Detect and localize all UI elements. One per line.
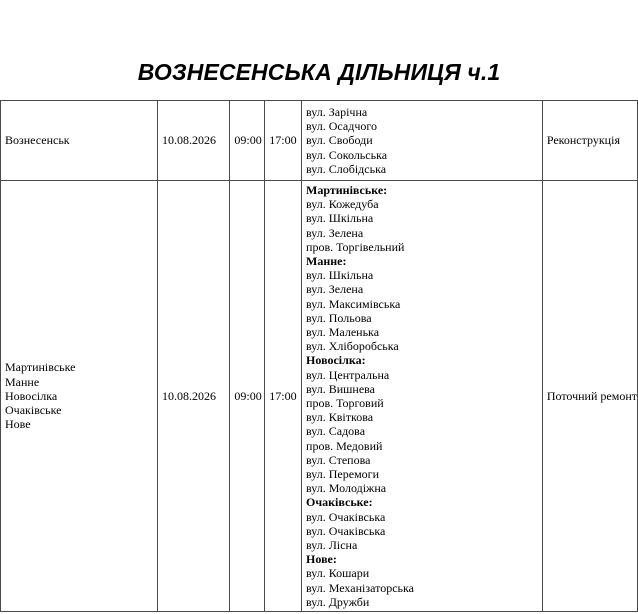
street-name: вул. Молодіжна [306,481,387,496]
work-type-cell: Поточний ремонт [542,181,637,612]
street-name: вул. Кошари [306,566,370,581]
street-name: вул. Шкільна [306,211,374,226]
street-name: вул. Свободи [306,133,373,148]
streets-cell [302,181,543,612]
locality-cell [1,101,158,181]
street-name: вул. Механізаторська [306,580,414,595]
street-name: вул. Сокольська [306,147,388,162]
settlement-heading: Очаківське: [306,495,373,510]
street-name: вул. Вишнева [306,381,375,396]
street-name: пров. Медовий [306,438,383,453]
start-time-cell: 09:00 [230,181,265,612]
locality-cell [1,181,158,612]
work-type-cell: Реконструкція [542,101,637,181]
settlement-heading: Новосілка: [306,353,366,368]
street-name: вул. Очаківська [306,523,386,538]
street-name: вул. Маленька [306,324,380,339]
street-name: вул. Очаківська [306,509,386,524]
date-cell: 10.08.2026 [158,181,230,612]
street-name: вул. Осадчого [306,119,377,134]
street-name: вул. Слобідська [306,161,387,176]
street-name: вул. Хліборобська [306,339,399,354]
street-name: вул. Перемоги [306,467,380,482]
street-name: вул. Шкільна [306,268,374,283]
street-name: вул. Польова [306,310,372,325]
street-name: вул. Зелена [306,282,364,297]
street-name: вул. Кожедуба [306,197,379,212]
settlement-heading: Нове: [306,552,337,567]
street-name: вул. Максимівська [306,296,401,311]
street-name: вул. Квіткова [306,410,374,425]
table-body [1,101,638,612]
outage-schedule-table [0,100,638,612]
street-name: пров. Торгівельний [306,239,405,254]
page-title: ВОЗНЕСЕНСЬКА ДІЛЬНИЦЯ ч.1 [137,59,501,85]
locality-name: Очаківське [5,403,62,418]
start-time-cell: 09:00 [230,101,265,181]
table-row [1,101,638,181]
street-name: вул. Зарічна [306,104,368,119]
locality-name: Мартинівське [5,360,76,375]
street-name: вул. Садова [306,424,366,439]
street-name: вул. Степова [306,452,371,467]
street-name: вул. Лісна [306,538,358,553]
locality-name: Манне [5,374,40,389]
streets-cell [302,101,543,181]
settlement-heading: Мартинівське: [306,182,388,197]
locality-name: Новосілка [5,388,58,403]
end-time-cell: 17:00 [265,101,302,181]
settlement-heading: Манне: [306,253,347,268]
table-row [1,181,638,612]
street-name: вул. Дружби [306,594,370,609]
locality-name: Нове [5,417,31,432]
street-name: пров. Торговий [306,396,384,410]
end-time-cell: 17:00 [265,181,302,612]
street-name: вул. Центральна [306,367,390,382]
date-cell: 10.08.2026 [158,101,230,181]
locality-name: Вознесенськ [5,133,70,148]
street-name: вул. Зелена [306,225,364,240]
